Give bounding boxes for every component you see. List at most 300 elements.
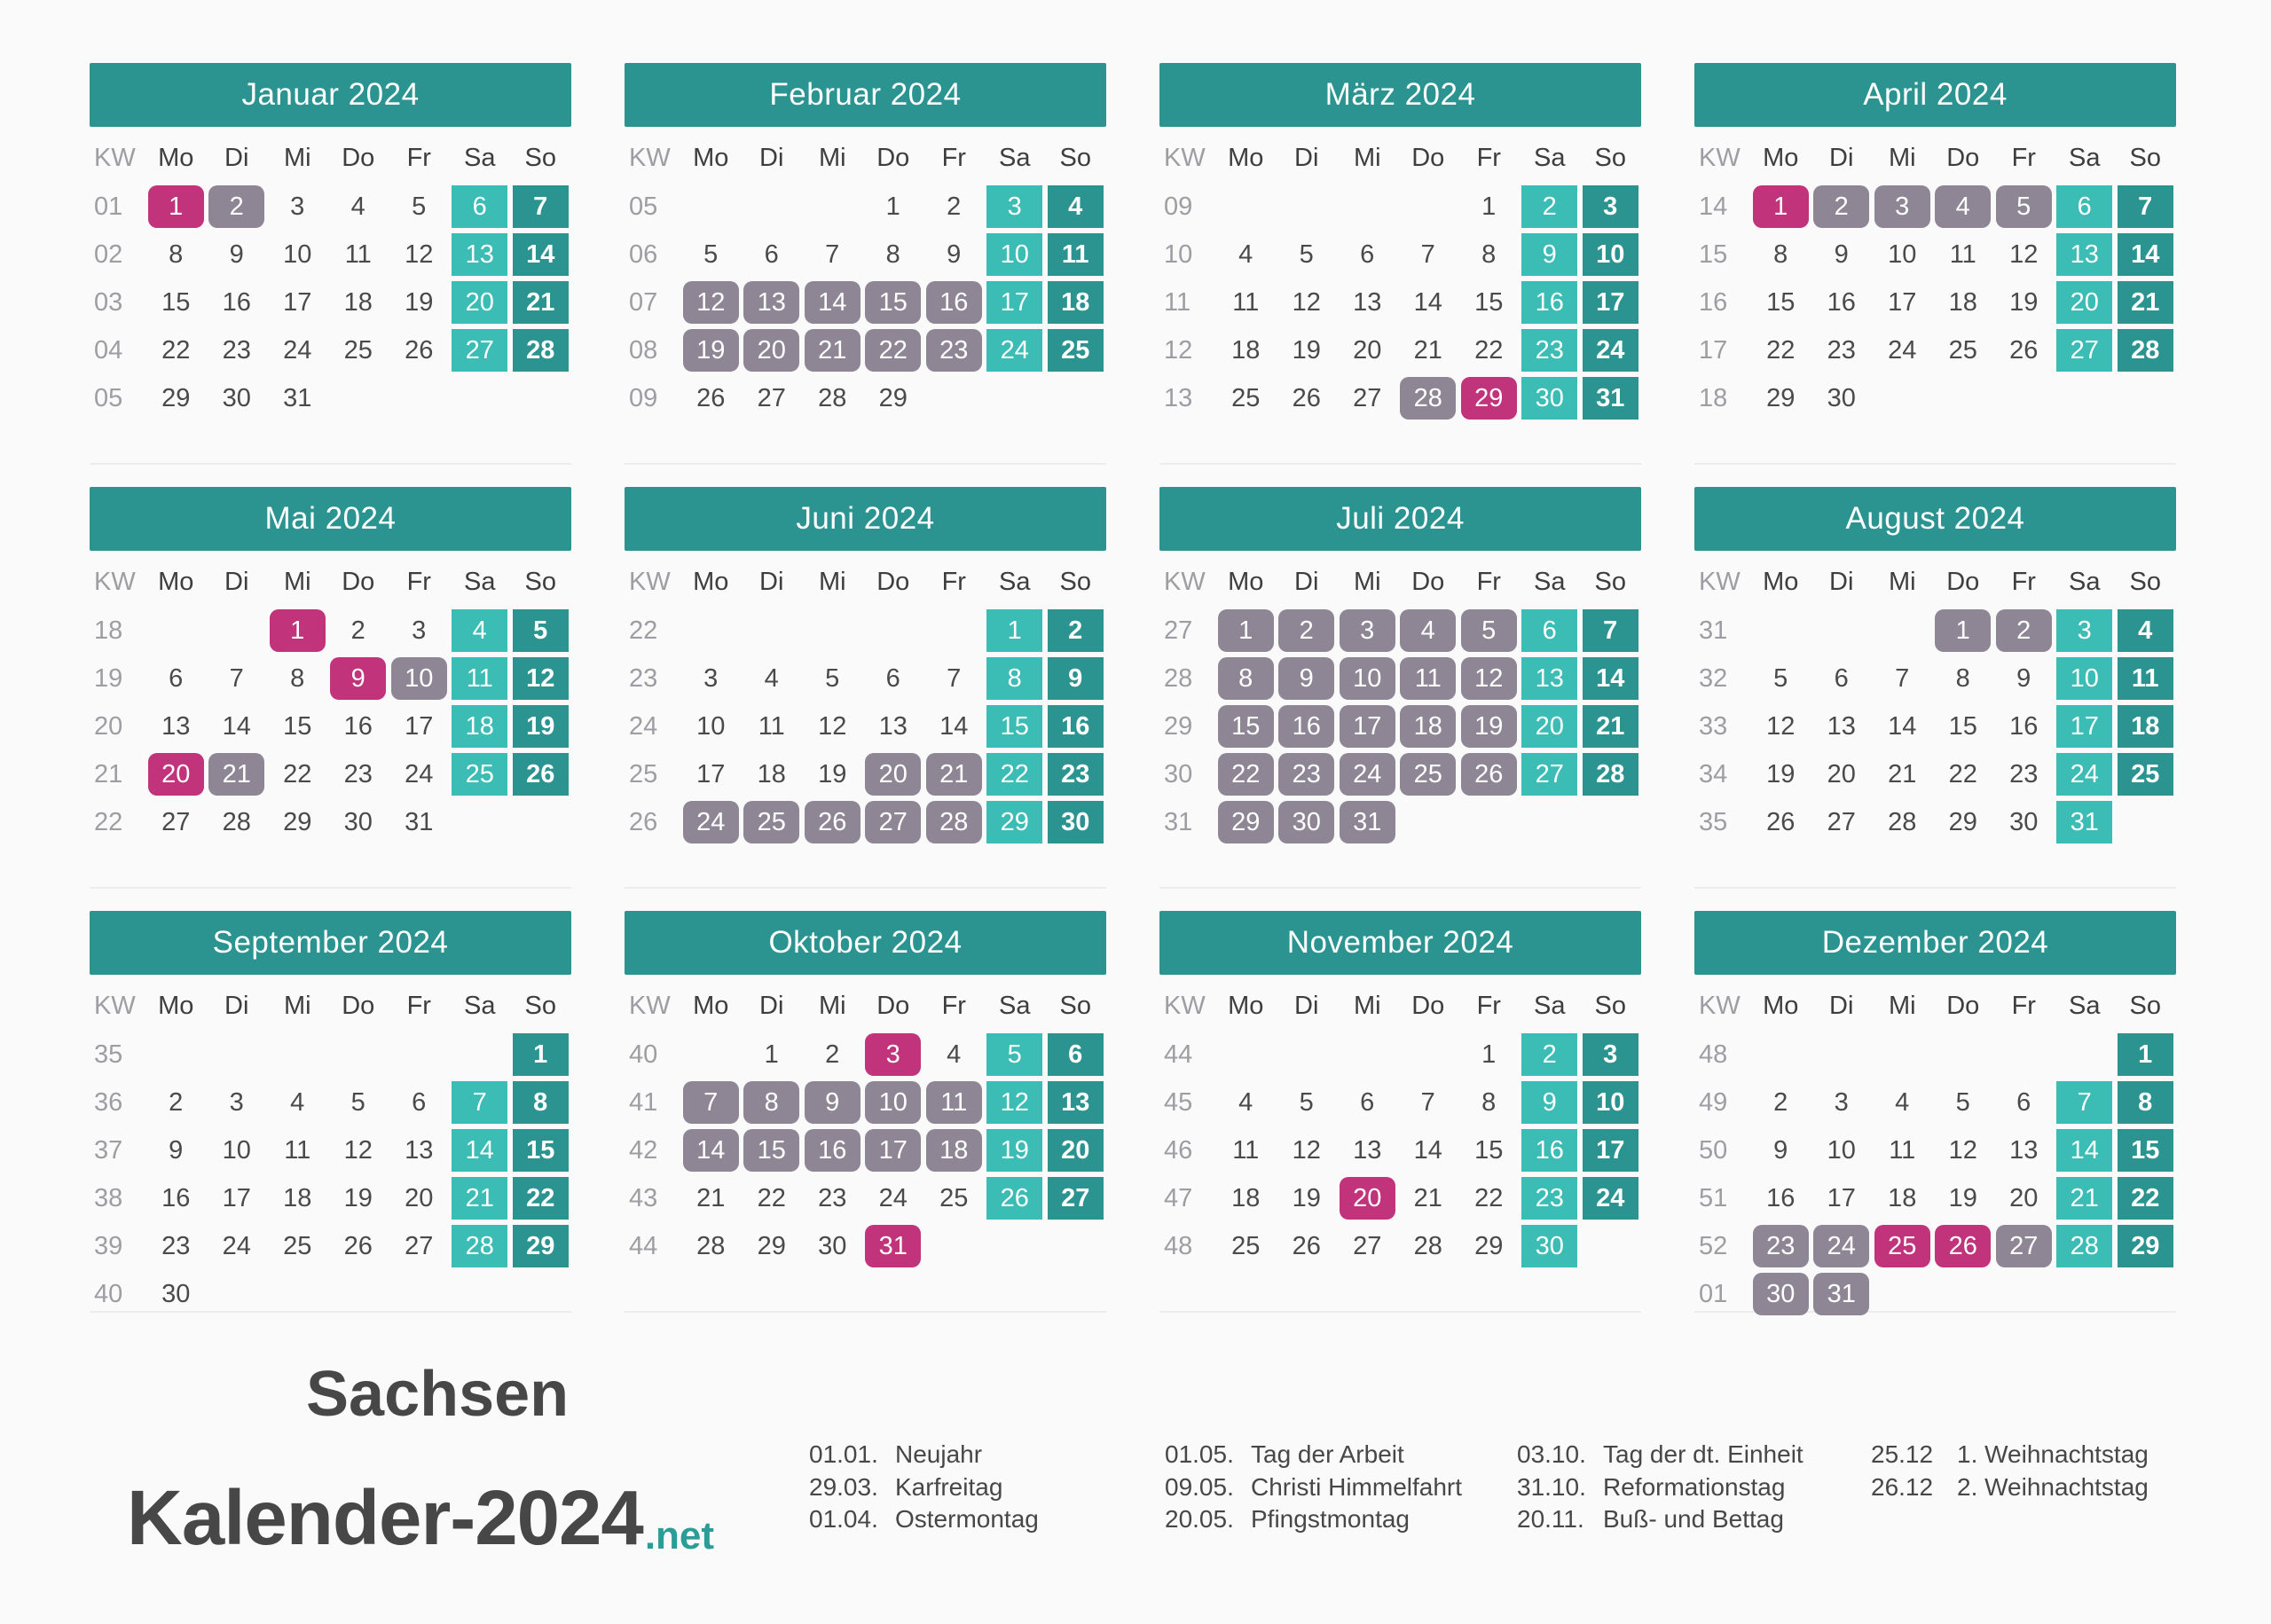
day-cell — [985, 1174, 1046, 1222]
day-cell: 17 — [283, 287, 312, 317]
day-cell: 26 — [2009, 335, 2039, 365]
vacation-day: 17 — [865, 1129, 921, 1172]
vacation-day: 31 — [1340, 801, 1395, 843]
sunday-day: 21 — [2118, 281, 2173, 324]
day-cell — [510, 1270, 571, 1318]
day-cell — [510, 279, 571, 326]
day-cell — [1993, 1270, 2055, 1318]
kw-cell: 05 — [94, 383, 123, 412]
weekday-header-sa: Sa — [1534, 991, 1566, 1020]
day-cell — [207, 183, 268, 231]
day-cell — [1045, 1222, 1106, 1270]
day-cell — [2055, 1270, 2116, 1318]
kw-cell: 18 — [1699, 383, 1728, 412]
day-cell: 5 — [350, 1087, 365, 1117]
day-cell: 16 — [343, 711, 373, 741]
saturday-day: 15 — [986, 705, 1042, 748]
day-cell: 5 — [825, 663, 840, 693]
day-cell — [863, 1079, 924, 1126]
sunday-day: 15 — [2118, 1129, 2173, 1172]
holiday-legend-entry — [809, 1471, 1039, 1504]
day-cell: 27 — [757, 383, 786, 412]
day-cell — [450, 279, 511, 326]
day-cell: 9 — [169, 1135, 184, 1165]
vacation-day: 23 — [926, 329, 982, 372]
weekday-header-mi: Mi — [1888, 991, 1916, 1020]
day-cell — [1398, 750, 1459, 798]
day-cell: 9 — [947, 239, 962, 269]
day-cell — [742, 798, 803, 846]
day-cell — [145, 183, 207, 231]
day-cell — [985, 750, 1046, 798]
vacation-day: 18 — [1400, 705, 1456, 748]
vacation-day: 12 — [1461, 657, 1517, 700]
month-table — [1159, 559, 1641, 846]
day-cell: 7 — [229, 663, 244, 693]
weekday-header-so: So — [1594, 567, 1626, 596]
day-cell — [1580, 279, 1641, 326]
day-cell — [1872, 374, 1933, 422]
vacation-day: 18 — [926, 1129, 982, 1172]
day-cell — [328, 655, 389, 702]
day-cell: 27 — [1353, 383, 1382, 412]
day-cell: 25 — [1231, 383, 1261, 412]
weekday-header-mi: Mi — [1353, 991, 1381, 1020]
kw-cell: 51 — [1699, 1183, 1728, 1212]
month-mai-2024 — [90, 487, 571, 889]
sunday-day: 29 — [2118, 1225, 2173, 1267]
day-cell — [1277, 607, 1338, 655]
day-cell: 5 — [412, 192, 427, 221]
sunday-day: 19 — [513, 705, 569, 748]
month-august-2024 — [1694, 487, 2176, 889]
vacation-day: 1 — [1218, 609, 1274, 652]
day-cell — [1045, 1126, 1106, 1174]
sunday-day: 15 — [513, 1129, 569, 1172]
saturday-day: 30 — [1521, 377, 1577, 420]
holiday-legend-entry — [1871, 1471, 2149, 1504]
holiday-day: 29 — [1461, 377, 1517, 420]
day-cell — [1458, 702, 1520, 750]
kw-cell: 35 — [94, 1040, 123, 1069]
day-cell — [1993, 374, 2055, 422]
day-cell — [450, 655, 511, 702]
vacation-day: 3 — [1874, 185, 1930, 228]
day-cell — [1872, 1270, 1933, 1318]
day-cell: 12 — [1292, 287, 1321, 317]
month-table — [90, 135, 571, 422]
saturday-day: 20 — [2056, 281, 2112, 324]
day-cell — [1520, 655, 1581, 702]
day-cell — [1520, 231, 1581, 279]
day-cell — [1520, 750, 1581, 798]
kw-cell: 38 — [94, 1183, 123, 1212]
day-cell: 16 — [1827, 287, 1856, 317]
day-cell: 17 — [405, 711, 434, 741]
month-oktober-2024 — [625, 911, 1106, 1313]
weekday-header-sa: Sa — [2069, 143, 2101, 172]
vacation-day: 5 — [1461, 609, 1517, 652]
weekday-header-mi: Mi — [283, 991, 311, 1020]
day-cell: 21 — [1413, 1183, 1442, 1212]
day-cell — [2115, 1174, 2176, 1222]
day-cell — [510, 1174, 571, 1222]
day-cell — [863, 326, 924, 374]
day-cell: 15 — [161, 287, 191, 317]
saturday-day: 3 — [986, 185, 1042, 228]
weekday-header-do: Do — [1946, 991, 1980, 1020]
saturday-day: 4 — [452, 609, 507, 652]
weekday-header-di: Di — [1294, 991, 1319, 1020]
saturday-day: 27 — [2056, 329, 2112, 372]
weekday-header-mo: Mo — [1228, 567, 1264, 596]
kw-cell: 11 — [1164, 287, 1191, 317]
sunday-day: 25 — [1048, 329, 1104, 372]
day-cell — [328, 1270, 389, 1318]
kw-cell: 41 — [629, 1087, 658, 1117]
vacation-day: 2 — [1996, 609, 2052, 652]
day-cell — [1337, 1174, 1398, 1222]
day-cell — [2115, 1031, 2176, 1079]
day-cell: 22 — [1948, 759, 1977, 788]
day-cell — [1045, 750, 1106, 798]
day-cell — [1520, 374, 1581, 422]
day-cell — [985, 279, 1046, 326]
day-cell: 28 — [818, 383, 847, 412]
day-cell — [510, 1031, 571, 1079]
day-cell: 23 — [161, 1231, 191, 1260]
saturday-day: 28 — [2056, 1225, 2112, 1267]
day-cell — [863, 1126, 924, 1174]
saturday-day: 24 — [986, 329, 1042, 372]
day-cell: 19 — [405, 287, 434, 317]
month-title: Dezember 2024 — [1694, 911, 2176, 975]
day-cell — [2055, 1079, 2116, 1126]
day-cell: 22 — [283, 759, 312, 788]
day-cell: 15 — [1766, 287, 1796, 317]
day-cell: 19 — [343, 1183, 373, 1212]
holiday-legend-entry — [809, 1439, 1039, 1471]
day-cell — [863, 1222, 924, 1270]
kw-cell: 02 — [94, 239, 123, 269]
day-cell: 19 — [1766, 759, 1796, 788]
day-cell — [2055, 374, 2116, 422]
day-cell — [1933, 607, 1994, 655]
holiday-legend-entry — [1517, 1503, 1803, 1536]
day-cell — [267, 1270, 328, 1318]
holiday-name: Neujahr — [895, 1440, 983, 1468]
day-cell: 1 — [885, 192, 900, 221]
day-cell: 25 — [1948, 335, 1977, 365]
month-table — [625, 135, 1106, 422]
day-cell — [1520, 1079, 1581, 1126]
day-cell — [1933, 1031, 1994, 1079]
day-cell: 28 — [1888, 807, 1917, 836]
day-cell: 3 — [703, 663, 719, 693]
day-cell — [328, 374, 389, 422]
day-cell: 12 — [1948, 1135, 1977, 1165]
day-cell — [985, 798, 1046, 846]
weekday-header-mi: Mi — [818, 991, 846, 1020]
day-cell — [742, 183, 803, 231]
day-cell: 6 — [1360, 239, 1375, 269]
sunday-day: 21 — [1583, 705, 1638, 748]
weekday-header-do: Do — [342, 567, 375, 596]
sunday-day: 29 — [513, 1225, 569, 1267]
vacation-day: 15 — [743, 1129, 799, 1172]
day-cell — [1045, 183, 1106, 231]
day-cell: 30 — [222, 383, 251, 412]
day-cell: 15 — [1474, 287, 1504, 317]
kw-cell: 04 — [94, 335, 123, 365]
weekday-header-mo: Mo — [158, 143, 194, 172]
day-cell: 11 — [1232, 287, 1260, 317]
day-cell: 26 — [343, 1231, 373, 1260]
saturday-day: 9 — [1521, 1081, 1577, 1124]
day-cell: 17 — [1827, 1183, 1856, 1212]
vacation-day: 15 — [865, 281, 921, 324]
vacation-day: 21 — [926, 753, 982, 796]
weekday-header-do: Do — [876, 143, 910, 172]
day-cell — [742, 1079, 803, 1126]
weekday-header-fr: Fr — [2011, 567, 2036, 596]
day-cell — [1337, 607, 1398, 655]
month-november-2024 — [1159, 911, 1641, 1313]
vacation-day: 10 — [391, 657, 447, 700]
vacation-day: 5 — [1996, 185, 2052, 228]
holiday-day: 20 — [1340, 1177, 1395, 1220]
day-cell: 26 — [405, 335, 434, 365]
day-cell: 30 — [161, 1279, 191, 1308]
day-cell — [389, 1270, 450, 1318]
day-cell: 19 — [1292, 335, 1321, 365]
sunday-day: 5 — [513, 609, 569, 652]
saturday-day: 6 — [2056, 185, 2112, 228]
sunday-day: 28 — [2118, 329, 2173, 372]
day-cell: 8 — [1481, 239, 1497, 269]
day-cell: 10 — [1888, 239, 1917, 269]
day-cell — [1580, 183, 1641, 231]
day-cell: 3 — [412, 616, 427, 645]
day-cell — [1277, 798, 1338, 846]
day-cell — [1520, 1222, 1581, 1270]
vacation-day: 2 — [1813, 185, 1869, 228]
weekday-header-mi: Mi — [1353, 143, 1381, 172]
day-cell — [510, 702, 571, 750]
day-cell: 29 — [1474, 1231, 1504, 1260]
saturday-day: 5 — [986, 1033, 1042, 1076]
vacation-day: 1 — [1935, 609, 1991, 652]
holiday-date: 20.05. — [1165, 1505, 1234, 1533]
vacation-day: 9 — [1278, 657, 1334, 700]
kw-column-header: KW — [629, 991, 671, 1020]
vacation-day: 12 — [683, 281, 739, 324]
kw-cell: 50 — [1699, 1135, 1728, 1165]
sunday-day: 1 — [513, 1033, 569, 1076]
kw-cell: 49 — [1699, 1087, 1728, 1117]
day-cell: 12 — [818, 711, 847, 741]
day-cell: 4 — [947, 1040, 962, 1069]
kw-cell: 01 — [94, 192, 123, 221]
kw-cell: 43 — [629, 1183, 658, 1212]
weekday-header-do: Do — [1411, 991, 1445, 1020]
day-cell: 24 — [1888, 335, 1917, 365]
vacation-day: 8 — [743, 1081, 799, 1124]
weekday-header-fr: Fr — [406, 143, 431, 172]
day-cell — [985, 702, 1046, 750]
day-cell: 24 — [878, 1183, 908, 1212]
day-cell: 6 — [1360, 1087, 1375, 1117]
kw-cell: 13 — [1164, 383, 1193, 412]
saturday-day: 13 — [2056, 233, 2112, 276]
day-cell: 28 — [1413, 1231, 1442, 1260]
day-cell: 6 — [412, 1087, 427, 1117]
day-cell: 15 — [1948, 711, 1977, 741]
saturday-day: 8 — [986, 657, 1042, 700]
weekday-header-di: Di — [759, 143, 784, 172]
sunday-day: 1 — [2118, 1033, 2173, 1076]
day-cell — [1580, 750, 1641, 798]
day-cell — [923, 750, 985, 798]
holiday-date: 29.03. — [809, 1472, 878, 1501]
holiday-date: 03.10. — [1517, 1440, 1586, 1468]
sunday-day: 31 — [1583, 377, 1638, 420]
holiday-name: Reformationstag — [1603, 1472, 1786, 1501]
vacation-day: 8 — [1218, 657, 1274, 700]
kw-cell: 36 — [94, 1087, 123, 1117]
day-cell — [510, 1222, 571, 1270]
day-cell: 27 — [1827, 807, 1856, 836]
saturday-day: 23 — [1521, 1177, 1577, 1220]
saturday-day: 27 — [1521, 753, 1577, 796]
day-cell — [2115, 607, 2176, 655]
day-cell: 17 — [696, 759, 726, 788]
day-cell — [1811, 1270, 1873, 1318]
vacation-day: 15 — [1218, 705, 1274, 748]
kw-column-header: KW — [629, 567, 671, 596]
kw-cell: 35 — [1699, 807, 1728, 836]
day-cell — [680, 1031, 742, 1079]
day-cell — [802, 607, 863, 655]
day-cell — [1993, 183, 2055, 231]
day-cell: 16 — [161, 1183, 191, 1212]
day-cell — [2115, 702, 2176, 750]
day-cell: 11 — [1232, 1135, 1260, 1165]
holiday-date: 20.11. — [1517, 1505, 1584, 1533]
day-cell: 6 — [1834, 663, 1849, 693]
day-cell — [510, 798, 571, 846]
day-cell — [923, 1222, 985, 1270]
day-cell: 27 — [1353, 1231, 1382, 1260]
day-cell: 26 — [696, 383, 726, 412]
day-cell — [450, 1222, 511, 1270]
day-cell — [1520, 702, 1581, 750]
sunday-day: 9 — [1048, 657, 1104, 700]
vacation-day: 26 — [1461, 753, 1517, 796]
day-cell: 4 — [350, 192, 365, 221]
day-cell — [450, 607, 511, 655]
kw-cell: 42 — [629, 1135, 658, 1165]
weekday-header-sa: Sa — [999, 143, 1031, 172]
day-cell: 19 — [818, 759, 847, 788]
month-table — [1694, 135, 2176, 422]
holiday-day: 25 — [1874, 1225, 1930, 1267]
kw-cell: 05 — [629, 192, 658, 221]
day-cell: 18 — [757, 759, 786, 788]
weekday-header-di: Di — [1294, 143, 1319, 172]
day-cell — [1933, 183, 1994, 231]
day-cell: 26 — [1292, 383, 1321, 412]
weekday-header-sa: Sa — [999, 567, 1031, 596]
sunday-day: 14 — [2118, 233, 2173, 276]
vacation-day: 23 — [1278, 753, 1334, 796]
day-cell: 28 — [222, 807, 251, 836]
day-cell — [2055, 655, 2116, 702]
month-table — [90, 983, 571, 1318]
holiday-legend-column — [1165, 1439, 1462, 1536]
kw-cell: 09 — [629, 383, 658, 412]
weekday-header-mi: Mi — [1888, 567, 1916, 596]
day-cell — [1045, 655, 1106, 702]
weekday-header-sa: Sa — [1534, 143, 1566, 172]
day-cell — [1520, 1031, 1581, 1079]
kw-column-header: KW — [1699, 143, 1741, 172]
holiday-day: 9 — [330, 657, 386, 700]
kw-cell: 44 — [629, 1231, 658, 1260]
weekday-header-mi: Mi — [1353, 567, 1381, 596]
vacation-day: 29 — [1218, 801, 1274, 843]
kw-cell: 07 — [629, 287, 658, 317]
vacation-day: 23 — [1753, 1225, 1809, 1267]
holiday-legend-entry — [809, 1503, 1039, 1536]
day-cell — [450, 702, 511, 750]
day-cell — [1458, 607, 1520, 655]
kw-cell: 52 — [1699, 1231, 1728, 1260]
day-cell — [510, 231, 571, 279]
day-cell — [1398, 702, 1459, 750]
vacation-day: 4 — [1400, 609, 1456, 652]
day-cell — [1580, 326, 1641, 374]
weekday-header-sa: Sa — [999, 991, 1031, 1020]
vacation-day: 9 — [805, 1081, 860, 1124]
month-juni-2024 — [625, 487, 1106, 889]
holiday-name: Buß- und Bettag — [1603, 1505, 1784, 1533]
day-cell: 7 — [947, 663, 962, 693]
weekday-header-so: So — [1059, 991, 1091, 1020]
weekday-header-mo: Mo — [1228, 991, 1264, 1020]
kw-cell: 28 — [1164, 663, 1193, 693]
saturday-day: 1 — [986, 609, 1042, 652]
day-cell — [2115, 1079, 2176, 1126]
vacation-day: 22 — [1218, 753, 1274, 796]
sunday-day: 14 — [513, 233, 569, 276]
saturday-day: 20 — [1521, 705, 1577, 748]
saturday-day: 7 — [452, 1081, 507, 1124]
site-logo-suffix: .net — [644, 1514, 715, 1557]
day-cell — [2055, 279, 2116, 326]
sunday-day: 2 — [1048, 609, 1104, 652]
day-cell: 23 — [222, 335, 251, 365]
sunday-day: 13 — [1048, 1081, 1104, 1124]
vacation-day: 24 — [1340, 753, 1395, 796]
holiday-legend-entry — [1517, 1471, 1803, 1504]
day-cell: 29 — [161, 383, 191, 412]
weekday-header-di: Di — [759, 991, 784, 1020]
sunday-day: 8 — [2118, 1081, 2173, 1124]
sunday-day: 10 — [1583, 233, 1638, 276]
kw-column-header: KW — [1699, 567, 1741, 596]
day-cell: 30 — [818, 1231, 847, 1260]
